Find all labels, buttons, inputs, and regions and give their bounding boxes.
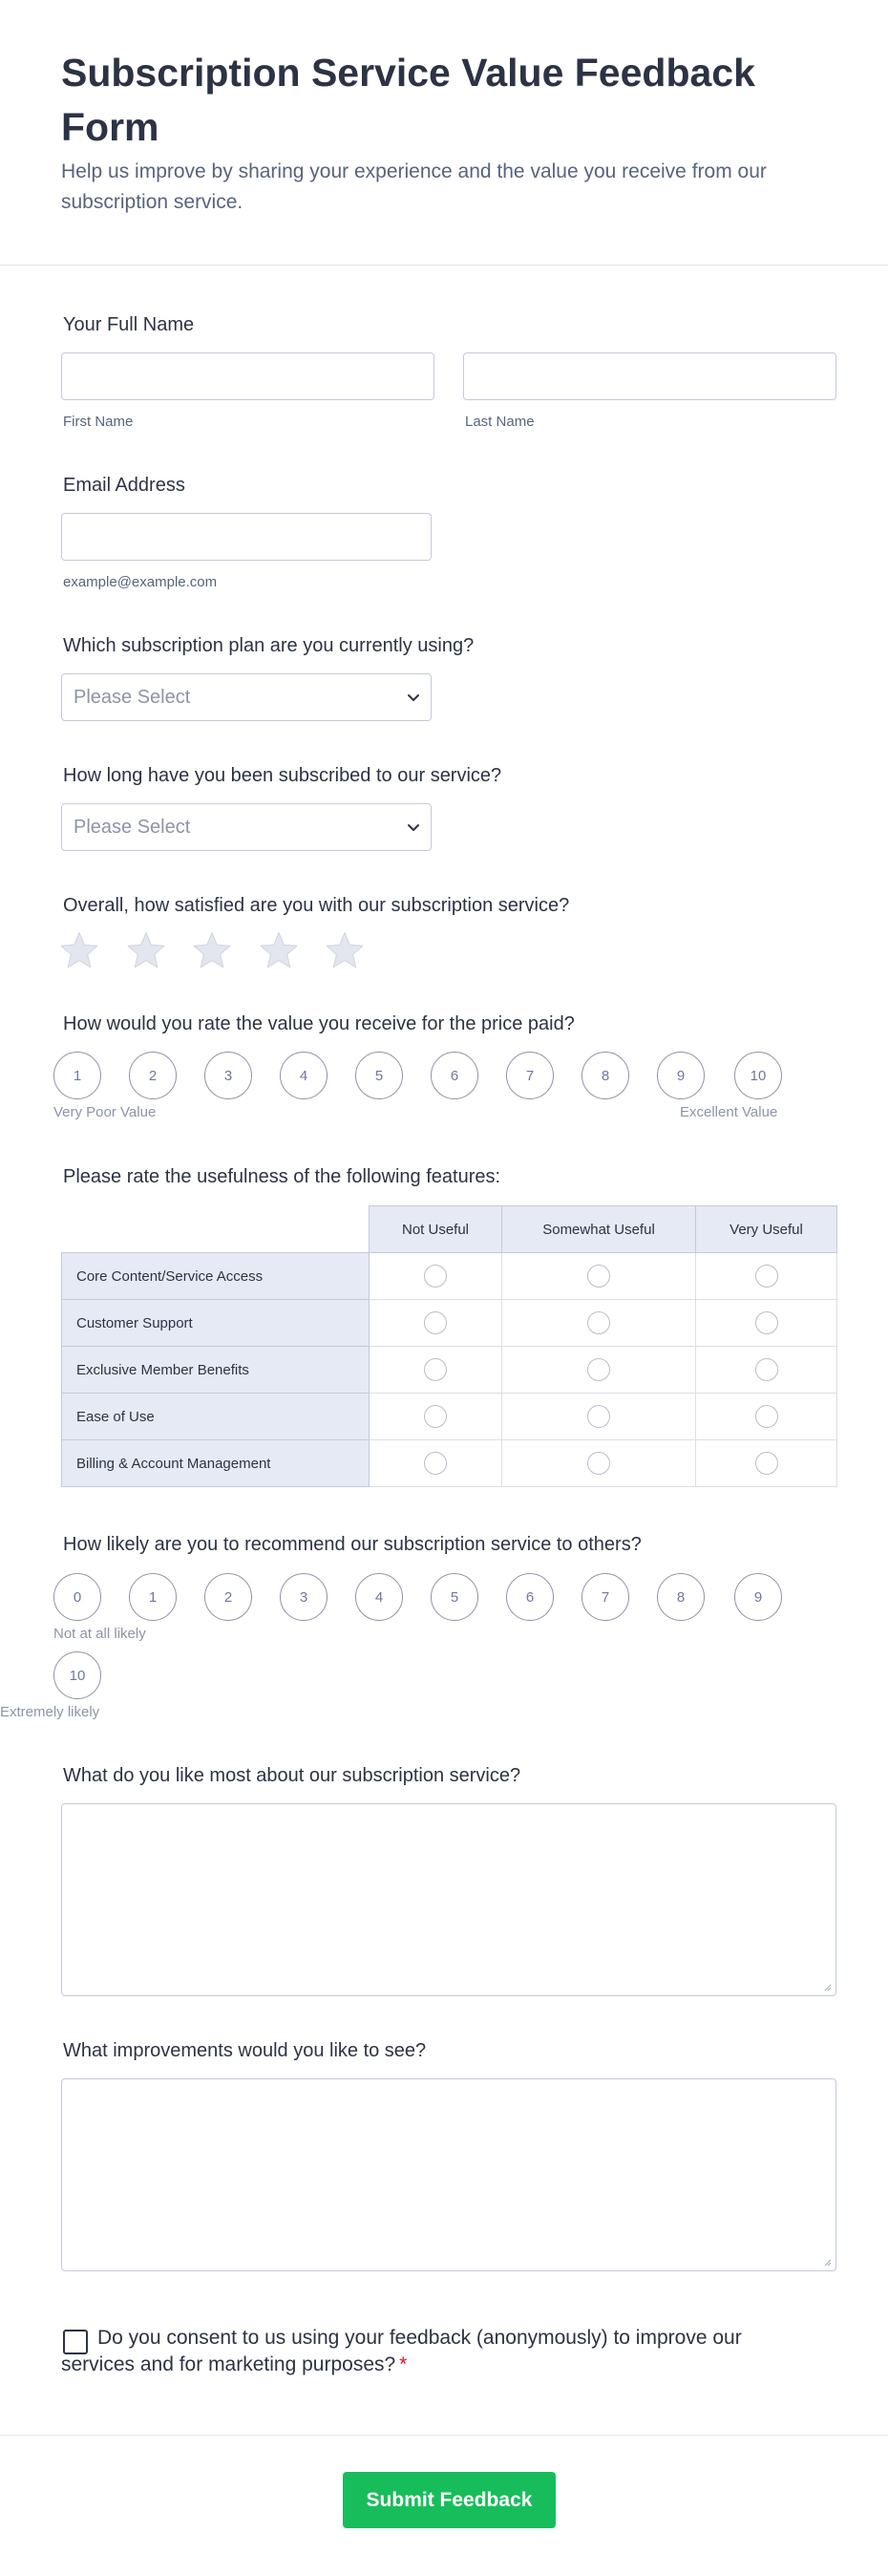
matrix-radio[interactable] xyxy=(424,1358,447,1381)
value-high-caption: Excellent Value xyxy=(680,1104,778,1120)
recommend-low-caption: Not at all likely xyxy=(53,1626,146,1642)
value-rating-option[interactable]: 6 xyxy=(431,1052,478,1099)
recommend-rating-option[interactable]: 9 xyxy=(734,1573,782,1621)
matrix-radio[interactable] xyxy=(587,1311,610,1334)
table-row xyxy=(62,1394,837,1440)
improve-question-label: What improvements would you like to see? xyxy=(63,2040,427,2061)
duration-select[interactable] xyxy=(61,803,432,851)
matrix-radio[interactable] xyxy=(755,1265,778,1288)
full-name-label: Your Full Name xyxy=(63,314,195,335)
recommend-rating-option[interactable]: 1 xyxy=(129,1573,177,1621)
recommend-rating-option[interactable]: 7 xyxy=(581,1573,629,1621)
table-row xyxy=(62,1347,837,1394)
matrix-row-label: Customer Support xyxy=(62,1300,370,1347)
matrix-row-label: Ease of Use xyxy=(62,1394,370,1440)
recommend-question-label: How likely are you to recommend our subscription service to others? xyxy=(63,1534,642,1555)
email-input[interactable] xyxy=(61,513,432,561)
matrix-row-label: Billing & Account Management xyxy=(62,1440,370,1487)
recommend-rating-option[interactable]: 4 xyxy=(355,1573,403,1621)
recommend-high-caption: Extremely likely xyxy=(0,1704,100,1720)
matrix-col-somewhat-useful: Somewhat Useful xyxy=(502,1206,696,1253)
resize-grip-icon[interactable] xyxy=(822,2257,832,2267)
value-rating-option[interactable]: 10 xyxy=(734,1052,782,1099)
last-name-input[interactable] xyxy=(463,352,836,400)
star-icon[interactable] xyxy=(259,931,299,969)
matrix-radio[interactable] xyxy=(587,1358,610,1381)
matrix-radio[interactable] xyxy=(755,1405,778,1428)
matrix-radio[interactable] xyxy=(424,1265,447,1288)
recommend-rating-option[interactable]: 2 xyxy=(204,1573,252,1621)
star-icon[interactable] xyxy=(325,931,365,969)
page-subtitle: Help us improve by sharing your experience and the value you receive from our subscription service. xyxy=(61,160,767,213)
value-rating-option[interactable]: 1 xyxy=(53,1052,101,1099)
email-sublabel: example@example.com xyxy=(63,574,218,590)
submit-button[interactable]: Submit Feedback xyxy=(343,2472,556,2528)
consent-text: Do you consent to us using your feedback (anonymously) to improve our services and for marketing purposes? xyxy=(61,2327,742,2375)
form-header xyxy=(0,0,888,266)
resize-grip-icon[interactable] xyxy=(822,1982,832,1991)
email-label: Email Address xyxy=(63,475,185,496)
matrix-corner xyxy=(62,1206,370,1253)
matrix-radio[interactable] xyxy=(755,1311,778,1334)
satisfaction-question-label: Overall, how satisfied are you with our subscription service? xyxy=(63,895,570,916)
features-question-label: Please rate the usefulness of the following features: xyxy=(63,1166,501,1187)
footer-divider xyxy=(0,2435,888,2436)
first-name-input[interactable] xyxy=(61,352,434,400)
value-rating-option[interactable]: 7 xyxy=(506,1052,554,1099)
chevron-down-icon xyxy=(406,690,421,705)
matrix-radio[interactable] xyxy=(587,1405,610,1428)
page-title: Subscription Service Value Feedback Form xyxy=(61,51,755,149)
recommend-rating-option[interactable]: 5 xyxy=(431,1573,478,1621)
matrix-col-very-useful: Very Useful xyxy=(696,1206,837,1253)
value-low-caption: Very Poor Value xyxy=(53,1104,157,1120)
value-rating-option[interactable]: 3 xyxy=(204,1052,252,1099)
duration-question-label: How long have you been subscribed to our service? xyxy=(63,765,502,786)
matrix-radio[interactable] xyxy=(587,1452,610,1475)
value-rating-option[interactable]: 4 xyxy=(280,1052,328,1099)
duration-select-value: Please Select xyxy=(74,817,191,838)
value-rating-option[interactable]: 9 xyxy=(657,1052,705,1099)
chevron-down-icon xyxy=(406,820,421,835)
table-row xyxy=(62,1440,837,1487)
like-textarea[interactable] xyxy=(61,1803,836,1996)
star-icon[interactable] xyxy=(192,931,232,969)
matrix-radio[interactable] xyxy=(755,1452,778,1475)
matrix-radio[interactable] xyxy=(424,1452,447,1475)
plan-question-label: Which subscription plan are you currently using? xyxy=(63,635,475,656)
matrix-radio[interactable] xyxy=(755,1358,778,1381)
plan-select[interactable] xyxy=(61,673,432,721)
table-row xyxy=(62,1300,837,1347)
first-name-sublabel: First Name xyxy=(63,414,134,430)
like-question-label: What do you like most about our subscription service? xyxy=(63,1765,521,1786)
star-icon[interactable] xyxy=(59,931,99,969)
improve-textarea[interactable] xyxy=(61,2078,836,2271)
features-matrix xyxy=(61,1205,836,1490)
consent-label xyxy=(61,2325,787,2378)
table-row xyxy=(62,1253,837,1300)
matrix-row-label: Core Content/Service Access xyxy=(62,1253,370,1300)
value-rating-option[interactable]: 2 xyxy=(129,1052,177,1099)
matrix-col-not-useful: Not Useful xyxy=(370,1206,502,1253)
matrix-radio[interactable] xyxy=(424,1311,447,1334)
plan-select-value: Please Select xyxy=(74,687,191,708)
value-rating-option[interactable]: 5 xyxy=(355,1052,403,1099)
matrix-radio[interactable] xyxy=(424,1405,447,1428)
recommend-rating-option[interactable]: 6 xyxy=(506,1573,554,1621)
matrix-radio[interactable] xyxy=(587,1265,610,1288)
matrix-row-label: Exclusive Member Benefits xyxy=(62,1347,370,1394)
recommend-rating-option[interactable]: 0 xyxy=(53,1573,101,1621)
required-mark: * xyxy=(399,2353,408,2375)
value-rating-option[interactable]: 8 xyxy=(581,1052,629,1099)
recommend-rating-option[interactable]: 8 xyxy=(657,1573,705,1621)
recommend-rating-option[interactable]: 10 xyxy=(53,1651,101,1699)
star-icon[interactable] xyxy=(126,931,166,969)
recommend-rating-option[interactable]: 3 xyxy=(280,1573,328,1621)
value-question-label: How would you rate the value you receive for the price paid? xyxy=(63,1013,575,1034)
last-name-sublabel: Last Name xyxy=(465,414,535,430)
